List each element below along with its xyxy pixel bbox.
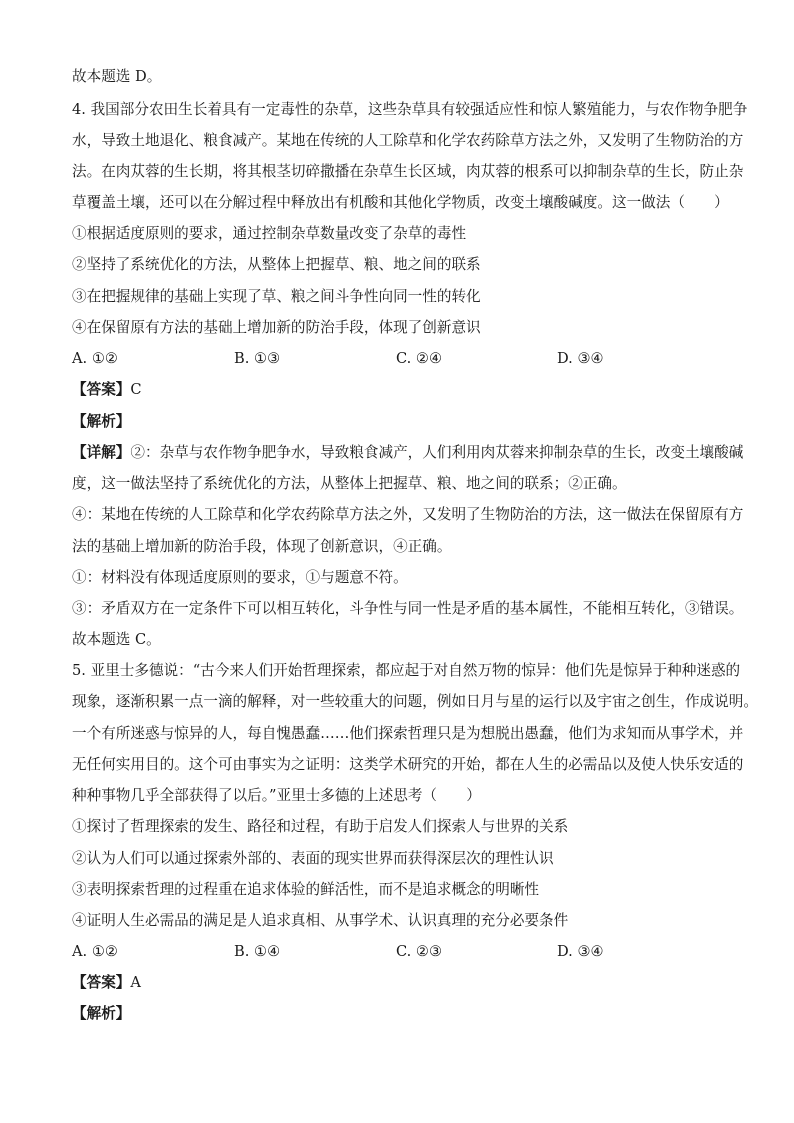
q4-answer-label: 【答案】 xyxy=(72,381,131,398)
q4-detail-line-4: 法的基础上增加新的防治手段，体现了创新意识，④正确。 xyxy=(72,538,452,555)
q4-detail-line-3: ④：某地在传统的人工除草和化学农药除草方法之外，又发明了生物防治的方法，这一做法在保留原有方 xyxy=(72,506,744,523)
q4-option-a: A. ①② xyxy=(72,350,118,367)
q4-statement-2: ②坚持了系统优化的方法，从整体上把握草、粮、地之间的联系 xyxy=(72,256,481,273)
q4-conclusion: 故本题选 C。 xyxy=(72,631,161,648)
q5-statement-4: ④证明人生必需品的满足是人追求真相、从事学术、认识真理的充分必要条件 xyxy=(72,912,569,929)
prev-conclusion: 故本题选 D。 xyxy=(72,68,162,85)
q4-option-c: C. ②④ xyxy=(396,350,443,367)
q4-detail-label: 【详解】 xyxy=(72,444,131,461)
q5-option-b: B. ①④ xyxy=(234,943,281,960)
q5-stem-line-1: 5. 亚里士多德说：“古今来人们开始哲理探索，都应起于对自然万物的惊异：他们先是惊异于种种迷惑的 xyxy=(72,662,741,679)
q4-detail-text-1: ②：杂草与农作物争肥争水，导致粮食减产，人们利用肉苁蓉来抑制杂草的生长，改变土壤酸碱 xyxy=(130,444,744,461)
q4-analysis-label: 【解析】 xyxy=(72,413,131,430)
q4-answer xyxy=(72,380,142,400)
q4-stem-line-3: 法。在肉苁蓉的生长期，将其根茎切碎撒播在杂草生长区域，肉苁蓉的根系可以抑制杂草的生长，防止杂 xyxy=(72,163,744,180)
q4-answer-value: C xyxy=(130,381,142,398)
q5-stem-line-3: 一个有所迷惑与惊异的人，每自愧愚蠢……他们探索哲理只是为想脱出愚蠢，他们为求知而从事学术，并 xyxy=(72,725,744,742)
q4-statement-4: ④在保留原有方法的基础上增加新的防治手段，体现了创新意识 xyxy=(72,319,481,336)
q4-stem-line-4: 草覆盖土壤，还可以在分解过程中释放出有机酸和其他化学物质，改变土壤酸碱度。这一做法（ ） xyxy=(72,194,729,211)
q5-stem-line-5: 种种事物几乎全部获得了以后。”亚里士多德的上述思考（ ） xyxy=(72,787,481,804)
q5-answer-label: 【答案】 xyxy=(72,974,131,991)
q5-statement-2: ②认为人们可以通过探索外部的、表面的现实世界而获得深层次的理性认识 xyxy=(72,850,554,867)
q5-stem-line-2: 现象，逐渐积累一点一滴的解释，对一些较重大的问题，例如日月与星的运行以及宇宙之创生，作成说明。 xyxy=(72,693,758,710)
q4-detail-line-5: ①：材料没有体现适度原则的要求，①与题意不符。 xyxy=(72,569,408,586)
q5-stem-line-4: 无任何实用目的。这个可由事实为之证明：这类学术研究的开始，都在人生的必需品以及使人快乐安适的 xyxy=(72,756,744,773)
q4-stem-line-1: 4. 我国部分农田生长着具有一定毒性的杂草，这些杂草具有较强适应性和惊人繁殖能力，与农作物争肥争 xyxy=(72,101,748,118)
q4-option-d: D. ③④ xyxy=(557,350,604,367)
q4-detail-line-2: 度，这一做法坚持了系统优化的方法，从整体上把握草、粮、地之间的联系；②正确。 xyxy=(72,475,627,492)
q5-option-c: C. ②③ xyxy=(396,943,443,960)
q4-statement-1: ①根据适度原则的要求，通过控制杂草数量改变了杂草的毒性 xyxy=(72,225,467,242)
q4-detail-line-6: ③：矛盾双方在一定条件下可以相互转化，斗争性与同一性是矛盾的基本属性，不能相互转化，③错误。 xyxy=(72,600,744,617)
q4-statement-3: ③在把握规律的基础上实现了草、粮之间斗争性向同一性的转化 xyxy=(72,288,481,305)
q5-option-a: A. ①② xyxy=(72,943,118,960)
q4-option-b: B. ①③ xyxy=(234,350,281,367)
q5-statement-3: ③表明探索哲理的过程重在追求体验的鲜活性，而不是追求概念的明晰性 xyxy=(72,881,540,898)
q5-answer-value: A xyxy=(130,974,141,991)
q4-detail-line-1 xyxy=(72,443,743,463)
q5-option-d: D. ③④ xyxy=(557,943,604,960)
q4-stem-line-2: 水，导致土地退化、粮食减产。某地在传统的人工除草和化学农药除草方法之外，又发明了生物防治的方 xyxy=(72,132,744,149)
q5-answer xyxy=(72,973,141,993)
q5-analysis-label: 【解析】 xyxy=(72,1005,131,1022)
q5-statement-1: ①探讨了哲理探索的发生、路径和过程，有助于启发人们探索人与世界的关系 xyxy=(72,818,569,835)
